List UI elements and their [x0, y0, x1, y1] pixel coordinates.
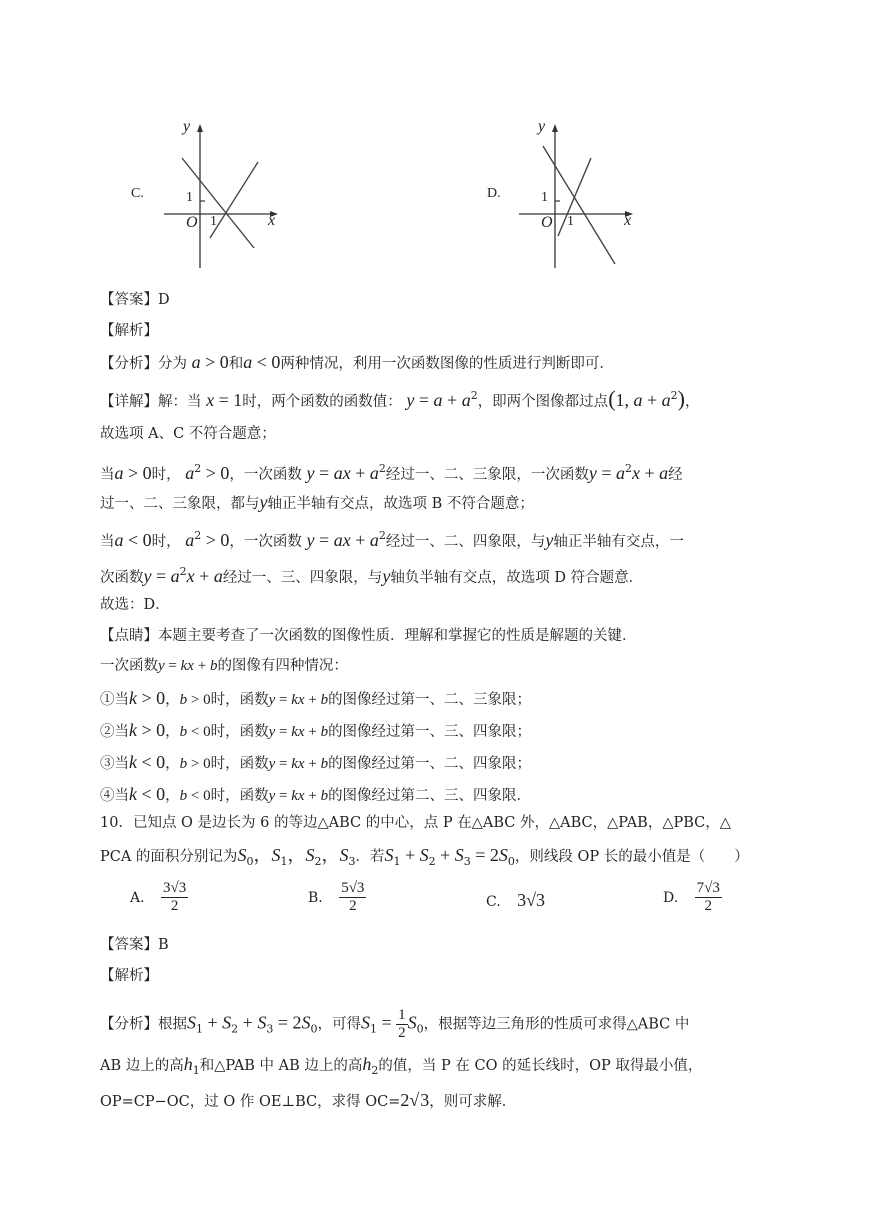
q10-analysis-line3: OP=CP−OC，过 O 作 OE⊥BC，求得 OC=2√3，则可求解． [100, 1090, 517, 1110]
q10-answer: 【答案】B [100, 937, 169, 953]
graph-c-one-y: 1 [186, 190, 193, 205]
q9-line9: 一次函数y = kx + b的图像有四种情况： [100, 658, 348, 674]
graph-d-label: D. [487, 186, 501, 201]
q10-choice-d[interactable]: D. $\frac{7√3}{2}$ [663, 880, 720, 914]
q9-jiexi: 【解析】 [100, 323, 158, 339]
graph-option-c [150, 118, 290, 276]
q9-detail: 【详解】解：当 x = 1时，两个函数的函数值： $y = a + a^2$，即两个图像都过点(1, $a + a^2$)， [100, 386, 700, 411]
graph-d-x-label: x [624, 212, 632, 229]
q9-case3: ③当k < 0，b > 0时，函数y = kx + b的图像经过第一、二、四象限； [100, 752, 532, 772]
graph-d-one-y: 1 [541, 190, 548, 205]
q9-dianjing: 【点睛】本题主要考查了一次函数的图像性质．理解和掌握它的性质是解题的关键． [100, 628, 637, 644]
q10-choice-a[interactable]: A. $\frac{3√3}{2}$ [130, 880, 187, 914]
graph-c-one-x: 1 [210, 214, 217, 229]
q10-analysis-line2: AB 边上的高$h_1$和△PAB 中 AB 边上的高$h_2$的值，当 P 在 CO 的延长线时，OP 取得最小值， [100, 1054, 703, 1077]
graph-c-y-label: y [183, 118, 191, 135]
q10-jiexi: 【解析】 [100, 968, 158, 984]
graph-d-origin: O [541, 214, 553, 231]
q9-line4: 过一、二、三象限，都与y轴正半轴有交点，故选项 B 不符合题意； [100, 492, 534, 512]
q9-analysis: 【分析】分为 a > 0和a < 0两种情况，利用一次函数图像的性质进行判断即可． [100, 352, 614, 372]
q10-choice-c[interactable]: C. 3√3 [486, 890, 546, 910]
q10-stem-line1: 10．已知点 O 是边长为 6 的等边△ABC 的中心，点 P 在△ABC 外，△ABC，△PAB，△PBC，△ [100, 815, 731, 831]
q9-line3: 当a > 0时， $a^2 > 0$，一次函数 y = ax + $a^2$经过一、二、三象限，一次函数$y = a^2x + a$经 [100, 462, 683, 483]
graph-c-origin: O [186, 214, 198, 231]
graph-c-x-label: x [268, 212, 276, 229]
q9-line5: 当a < 0时， $a^2 > 0$，一次函数 y = ax + $a^2$经过一、二、四象限，与y轴正半轴有交点，一 [100, 529, 684, 550]
q9-case4: ④当k < 0，b < 0时，函数y = kx + b的图像经过第二、三、四象限． [100, 784, 532, 804]
graph-option-d [505, 118, 645, 276]
q10-analysis-line1: 【分析】根据$S_1 + S_2 + S_3 = 2S_0$，可得$S_1$ = $\frac{1}{2}$ $S_0$，根据等边三角形的性质可求得△ABC 中 [100, 1007, 690, 1041]
graph-d-y-label: y [538, 118, 546, 135]
graph-c-label: C. [131, 186, 144, 201]
q9-line6: 次函数$y = a^2x + a$经过一、三、四象限，与y轴负半轴有交点，故选项 D 符合题意． [100, 565, 644, 586]
q9-line7: 故选：D． [100, 597, 170, 613]
q9-case2: ②当k > 0，b < 0时，函数y = kx + b的图像经过第一、三、四象限； [100, 720, 532, 740]
graph-d-one-x: 1 [567, 214, 574, 229]
q10-stem-line2: PCA 的面积分别记为$S_0$，$S_1$，$S_2$，$S_3$．若$S_1 + S_2 + S_3 = 2S_0$，则线段 OP 长的最小值是（ ） [100, 845, 749, 868]
q9-case1: ①当k > 0，b > 0时，函数y = kx + b的图像经过第一、二、三象限； [100, 688, 532, 708]
q10-choice-b[interactable]: B. $\frac{5√3}{2}$ [308, 880, 365, 914]
q9-line2: 故选项 A、C 不符合题意； [100, 426, 276, 442]
q9-answer: 【答案】D [100, 292, 170, 308]
